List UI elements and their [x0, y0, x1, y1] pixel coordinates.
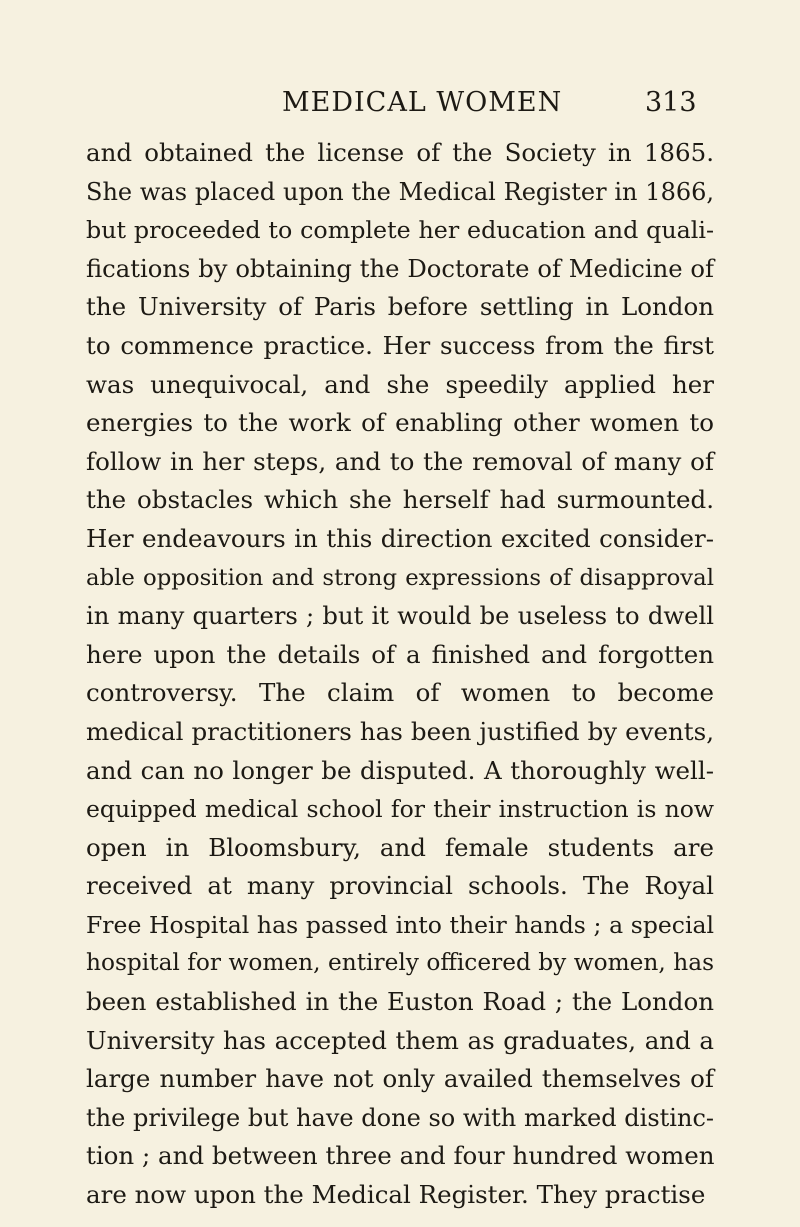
text-line: but proceeded to complete her education and quali-	[86, 216, 714, 245]
text-line: Her endeavours in this direction excited consider-	[86, 523, 714, 553]
running-head: MEDICAL WOMEN	[282, 87, 563, 118]
page-header	[0, 86, 800, 126]
text-line: large number have not only availed themselves of	[86, 1064, 714, 1094]
body-text	[86, 134, 714, 1215]
text-line: in many quarters ; but it would be useless to dwell	[86, 601, 714, 631]
text-line: She was placed upon the Medical Register in 1866,	[86, 177, 714, 206]
page-number: 313	[645, 87, 697, 118]
text-line: equipped medical school for their instruction is now	[86, 795, 714, 824]
text-line: the privilege but have done so with marked distinc-	[86, 1103, 714, 1132]
text-line: received at many provincial schools. The Royal	[86, 871, 714, 901]
text-line: fications by obtaining the Doctorate of Medicine of	[86, 253, 714, 283]
text-line: tion ; and between three and four hundred women	[86, 1141, 715, 1171]
text-line: are now upon the Medical Register. They practise	[86, 1180, 706, 1210]
text-line: hospital for women, entirely officered by women, has	[86, 949, 714, 977]
text-line: follow in her steps, and to the removal of many of	[86, 446, 714, 476]
text-line: the University of Paris before settling in London	[86, 292, 714, 322]
text-line: been established in the Euston Road ; the London	[86, 987, 714, 1017]
text-line: University has accepted them as graduates, and a	[86, 1025, 714, 1055]
text-line: medical practitioners has been justified by events,	[86, 716, 714, 746]
text-line: energies to the work of enabling other women to	[86, 408, 714, 438]
text-line: controversy. The claim of women to become	[86, 678, 714, 708]
text-line: here upon the details of a finished and forgotten	[86, 639, 714, 669]
text-line: able opposition and strong expressions of disapproval	[86, 564, 714, 591]
text-line: was unequivocal, and she speedily applied her	[86, 369, 714, 399]
text-line: and obtained the license of the Society in 1865.	[86, 138, 714, 167]
text-line: to commence practice. Her success from the first	[86, 330, 714, 360]
text-line: and can no longer be disputed. A thoroughly well-	[86, 755, 714, 785]
text-line: open in Bloomsbury, and female students are	[86, 832, 714, 862]
text-line: Free Hospital has passed into their hands ; a special	[86, 910, 714, 939]
text-line: the obstacles which she herself had surmounted.	[86, 485, 714, 515]
